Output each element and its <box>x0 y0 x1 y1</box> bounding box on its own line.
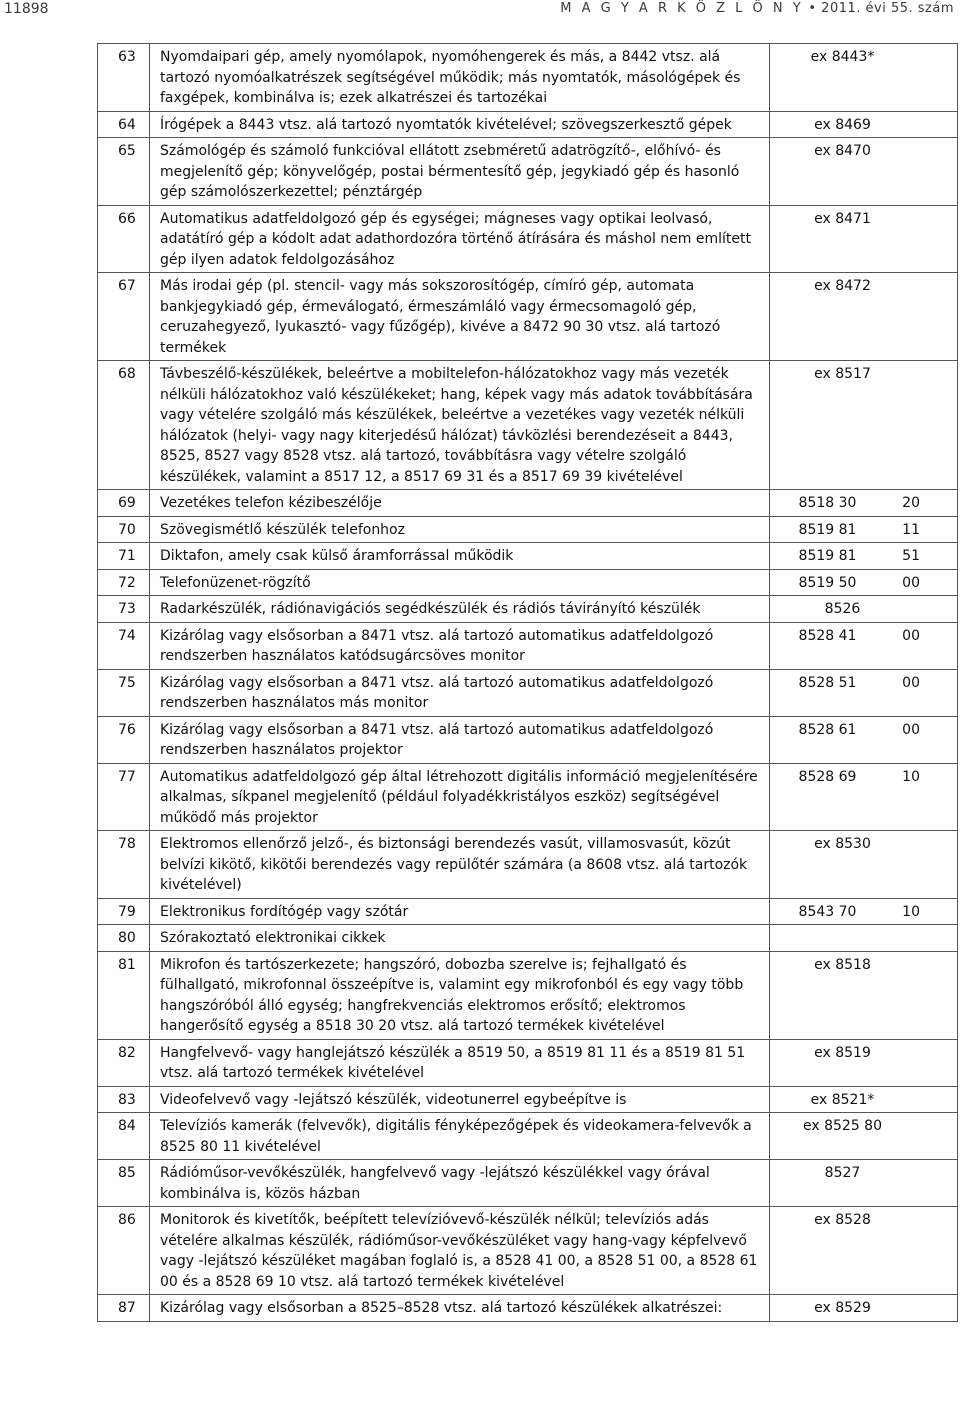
table-row <box>98 569 958 596</box>
row-number: 81 <box>98 951 150 1039</box>
product-description: Mikrofon és tartószerkezete; hangszóró, dobozba szerelve is; fejhallgató és fülhallgató, mikrofonnal összeépítve is, valamint egy mikrofonból és egy vagy több hangszóróból álló egység; hangfrekvenciás elektromos erősítő; elektromos hangerősítő egység a 8518 30 20 vtsz. alá tartozó termékek kivételével <box>150 951 770 1039</box>
row-number: 67 <box>98 273 150 361</box>
row-number: 69 <box>98 490 150 517</box>
table-row <box>98 111 958 138</box>
product-description: Elektromos ellenőrző jelző-, és biztonsági berendezés vasút, villamosvasút, közút belvízi kikötő, kikötői berendezés vagy repülőtér számára (a 8608 vtsz. alá tartozók kivételével) <box>150 831 770 899</box>
tariff-code-cell <box>770 669 958 716</box>
tariff-code-cell <box>770 1113 958 1160</box>
row-number: 74 <box>98 622 150 669</box>
tariff-code-cell <box>770 543 958 570</box>
tariff-code-cell <box>770 516 958 543</box>
row-number: 85 <box>98 1160 150 1207</box>
table-row <box>98 273 958 361</box>
tariff-code: 8519 81 <box>798 548 857 564</box>
table-row <box>98 716 958 763</box>
tariff-subcode: 00 <box>902 627 920 644</box>
row-number: 77 <box>98 763 150 831</box>
product-description: Elektronikus fordítógép vagy szótár <box>150 898 770 925</box>
tariff-code: ex 8530 <box>814 836 871 852</box>
tariff-code: ex 8517 <box>814 366 871 382</box>
table-row <box>98 205 958 273</box>
tariff-subcode: 10 <box>902 768 920 785</box>
row-number: 64 <box>98 111 150 138</box>
product-description: Videofelvevő vagy -lejátszó készülék, videotunerrel egybeépítve is <box>150 1086 770 1113</box>
tariff-code: ex 8518 <box>814 956 871 973</box>
tariff-code-cell <box>770 569 958 596</box>
row-number: 70 <box>98 516 150 543</box>
row-number: 83 <box>98 1086 150 1113</box>
tariff-code: 8528 69 <box>798 768 857 785</box>
tariff-code-cell <box>770 951 958 1039</box>
tariff-code: 8528 61 <box>798 721 857 738</box>
row-number: 86 <box>98 1207 150 1295</box>
row-number: 66 <box>98 205 150 273</box>
product-description: Szövegismétlő készülék telefonhoz <box>150 516 770 543</box>
table-row <box>98 1086 958 1113</box>
table-row <box>98 44 958 112</box>
table-row <box>98 951 958 1039</box>
tariff-code: 8528 51 <box>798 674 857 691</box>
tariff-code: 8527 <box>824 1165 861 1181</box>
tariff-code: ex 8519 <box>814 1044 871 1061</box>
tariff-code: ex 8521* <box>810 1091 875 1108</box>
product-description: Diktafon, amely csak külső áramforrással működik <box>150 543 770 570</box>
page-number: 11898 <box>4 1 49 17</box>
tariff-code-cell <box>770 111 958 138</box>
row-number: 79 <box>98 898 150 925</box>
table-row <box>98 596 958 623</box>
tariff-code-cell <box>770 361 958 490</box>
tariff-code: 8519 50 <box>798 574 857 591</box>
product-description: Televíziós kamerák (felvevők), digitális fényképezőgépek és videokamera-felvevők a 8525 80 11 kivételével <box>150 1113 770 1160</box>
product-description: Rádióműsor-vevőkészülék, hangfelvevő vagy -lejátszó készülékkel vagy órával kombinálva is, közös házban <box>150 1160 770 1207</box>
table-row <box>98 138 958 206</box>
row-number: 82 <box>98 1039 150 1086</box>
tariff-code-cell <box>770 898 958 925</box>
tariff-code-cell <box>770 1160 958 1207</box>
product-description: Telefonüzenet-rögzítő <box>150 569 770 596</box>
product-description: Távbeszélő-készülékek, beleértve a mobiltelefon-hálózatokhoz vagy más vezeték nélküli hálózatokhoz való készülékeket; hang, képek vagy más adatok továbbítására vagy vételére szolgáló más készülékek, beleértve a vezetékes vagy vezeték nélküli hálózatok (helyi- vagy nagy kiterjedésű hálózat) távközlési berendezéseit a 8443, 8525, 8527 vagy 8528 vtsz. alá tartozó, továbbításra vagy vételre szolgáló készülékek, valamint a 8517 12, a 8517 69 31 és a 8517 69 39 kivételével <box>150 361 770 490</box>
table-row <box>98 898 958 925</box>
table-row <box>98 669 958 716</box>
tariff-subcode: 00 <box>902 574 920 591</box>
row-number: 87 <box>98 1295 150 1322</box>
tariff-code-cell <box>770 1039 958 1086</box>
tariff-code-cell <box>770 1207 958 1295</box>
tariff-code-cell <box>770 716 958 763</box>
tariff-code-cell <box>770 596 958 623</box>
tariff-code: ex 8529 <box>814 1300 871 1316</box>
tariff-code: 8519 81 <box>798 521 857 538</box>
tariff-subcode: 00 <box>902 721 920 738</box>
table-row <box>98 622 958 669</box>
tariff-code: ex 8472 <box>814 278 871 294</box>
gazette-issue: 2011. évi 55. szám <box>821 1 954 16</box>
goods-table <box>97 43 958 1322</box>
tariff-code-cell <box>770 622 958 669</box>
table-row <box>98 1039 958 1086</box>
product-description: Radarkészülék, rádiónavigációs segédkészülék és rádiós távirányító készülék <box>150 596 770 623</box>
tariff-subcode: 20 <box>902 495 920 511</box>
table-row <box>98 763 958 831</box>
row-number: 71 <box>98 543 150 570</box>
tariff-code: ex 8470 <box>814 143 871 159</box>
product-description: Írógépek a 8443 vtsz. alá tartozó nyomtatók kivételével; szövegszerkesztő gépek <box>150 111 770 138</box>
table-row <box>98 1113 958 1160</box>
tariff-code: ex 8443* <box>810 49 875 65</box>
table-row <box>98 1160 958 1207</box>
tariff-code-cell <box>770 763 958 831</box>
product-description: Szórakoztató elektronikai cikkek <box>150 925 770 952</box>
tariff-code-cell <box>770 44 958 112</box>
product-description: Monitorok és kivetítők, beépített televízióvevő-készülék nélkül; televíziós adás vételére alkalmas készülék, rádióműsor-vevőkészüléket vagy hang-vagy képfelvevő vagy -lejátszó készüléket magában foglaló is, a 8528 41 00, a 8528 51 00, a 8528 61 00 és a 8528 69 10 vtsz. alá tartozó termékek kivételével <box>150 1207 770 1295</box>
gazette-title: M A G Y A R K Ö Z L Ö N Y <box>560 1 804 16</box>
goods-table-body <box>98 44 958 1322</box>
tariff-code-cell <box>770 1295 958 1322</box>
tariff-code: ex 8525 80 <box>803 1118 882 1134</box>
product-description: Automatikus adatfeldolgozó gép és egységei; mágneses vagy optikai leolvasó, adatátíró gép a kódolt adat adathordozóra történő átírására és máshol nem említett gép ilyen adatok feldolgozásához <box>150 205 770 273</box>
product-description: Automatikus adatfeldolgozó gép által létrehozott digitális információ megjelenítésére alkalmas, síkpanel megjelenítő (például folyadékkristályos eszköz) segítségével működő más projektor <box>150 763 770 831</box>
table-row <box>98 516 958 543</box>
row-number: 80 <box>98 925 150 952</box>
table-row <box>98 1295 958 1322</box>
table-row <box>98 490 958 517</box>
product-description: Kizárólag vagy elsősorban a 8525–8528 vtsz. alá tartozó készülékek alkatrészei: <box>150 1295 770 1322</box>
row-number: 63 <box>98 44 150 112</box>
table-row <box>98 543 958 570</box>
product-description: Más irodai gép (pl. stencil- vagy más sokszorosítógép, címíró gép, automata bankjegykiadó gép, érmeválogató, érmeszámláló vagy érmecsomagoló gép, ceruzahegyező, lyukasztó- vagy fűzőgép), kivéve a 8472 90 30 vtsz. alá tartozó termékek <box>150 273 770 361</box>
tariff-code: ex 8469 <box>814 116 871 133</box>
page-header <box>0 0 960 22</box>
tariff-subcode: 10 <box>902 903 920 920</box>
tariff-code: 8528 41 <box>798 627 857 644</box>
product-description: Hangfelvevő- vagy hanglejátszó készülék a 8519 50, a 8519 81 11 és a 8519 81 51 vtsz. alá tartozó termékek kivételével <box>150 1039 770 1086</box>
tariff-code-cell <box>770 1086 958 1113</box>
tariff-code-cell <box>770 925 958 952</box>
product-description: Kizárólag vagy elsősorban a 8471 vtsz. alá tartozó automatikus adatfeldolgozó rendszerben használatos más monitor <box>150 669 770 716</box>
product-description: Nyomdaipari gép, amely nyomólapok, nyomóhengerek és más, a 8442 vtsz. alá tartozó nyomóalkatrészek segítségével működik; más nyomtatók, másológépek és faxgépek, kombinálva is; ezek alkatrészei és tartozékai <box>150 44 770 112</box>
product-description: Vezetékes telefon kézibeszélője <box>150 490 770 517</box>
table-row <box>98 831 958 899</box>
row-number: 68 <box>98 361 150 490</box>
gazette-masthead <box>560 1 954 16</box>
tariff-code: 8526 <box>824 601 861 617</box>
row-number: 84 <box>98 1113 150 1160</box>
row-number: 73 <box>98 596 150 623</box>
row-number: 76 <box>98 716 150 763</box>
row-number: 65 <box>98 138 150 206</box>
row-number: 78 <box>98 831 150 899</box>
header-bullet: • <box>808 1 822 16</box>
tariff-code: 8543 70 <box>798 903 857 920</box>
row-number: 75 <box>98 669 150 716</box>
tariff-subcode: 00 <box>902 674 920 691</box>
tariff-subcode: 11 <box>902 521 920 538</box>
tariff-subcode: 51 <box>902 548 920 564</box>
table-row <box>98 925 958 952</box>
tariff-code-cell <box>770 205 958 273</box>
tariff-code: ex 8528 <box>814 1212 871 1228</box>
product-description: Kizárólag vagy elsősorban a 8471 vtsz. alá tartozó automatikus adatfeldolgozó rendszerben használatos projektor <box>150 716 770 763</box>
tariff-code-cell <box>770 490 958 517</box>
tariff-code: ex 8471 <box>814 210 871 227</box>
tariff-code-cell <box>770 273 958 361</box>
table-row <box>98 1207 958 1295</box>
row-number: 72 <box>98 569 150 596</box>
tariff-code-cell <box>770 831 958 899</box>
product-description: Kizárólag vagy elsősorban a 8471 vtsz. alá tartozó automatikus adatfeldolgozó rendszerben használatos katódsugárcsöves monitor <box>150 622 770 669</box>
tariff-code-cell <box>770 138 958 206</box>
tariff-code: 8518 30 <box>798 495 857 511</box>
table-row <box>98 361 958 490</box>
product-description: Számológép és számoló funkcióval ellátott zsebméretű adatrögzítő-, előhívó- és megjelenítő gép; könyvelőgép, postai bérmentesítő gép, jegykiadó gép és hasonló gép számolószerkezettel; pénztárgép <box>150 138 770 206</box>
